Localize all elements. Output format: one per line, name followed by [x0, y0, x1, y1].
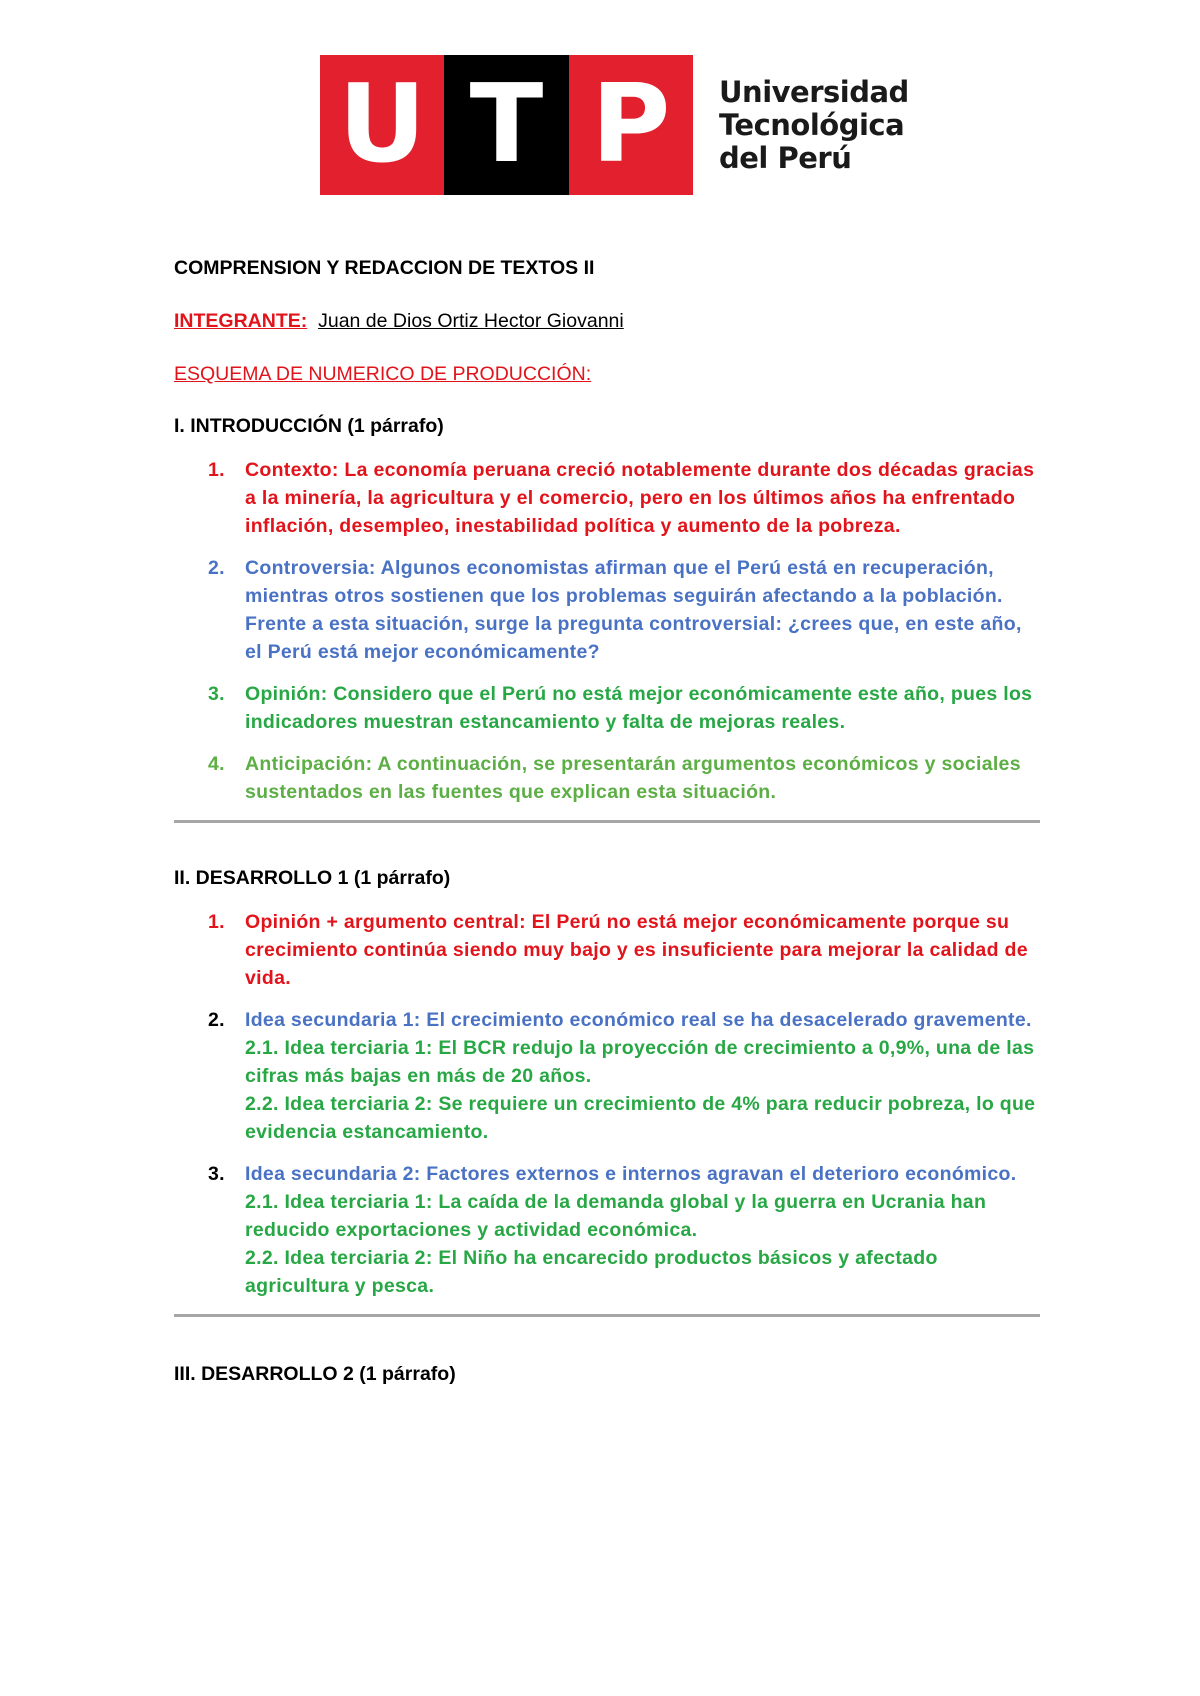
member-label: INTEGRANTE:	[174, 310, 308, 332]
list-content	[245, 1160, 1036, 1300]
list-number: 2.	[208, 1009, 225, 1031]
list-text: Opinión + argumento central: El Perú no está mejor económicamente porque su crecimiento continúa siendo muy bajo y es insuficiente para mejorar la calidad de vida.	[245, 911, 1028, 989]
section-divider	[174, 1314, 1040, 1317]
intro-list	[174, 456, 1036, 806]
schema-title: ESQUEMA DE NUMERICO DE PRODUCCIÓN:	[174, 363, 592, 385]
member-name: Juan de Dios Ortiz Hector Giovanni	[318, 310, 624, 332]
logo-mark	[320, 55, 693, 195]
course-title: COMPRENSION Y REDACCION DE TEXTOS II	[174, 257, 595, 279]
list-number: 1.	[208, 911, 225, 933]
document-body	[174, 257, 1036, 1391]
list-text: Contexto: La economía peruana creció notablemente durante dos décadas gracias a la minería, la agricultura y el comercio, pero en los últimos años ha enfrentado inflación, desempleo, inestabilidad política y aumento de la pobreza.	[245, 459, 1035, 537]
section-intro-title: I. INTRODUCCIÓN (1 párrafo)	[174, 415, 444, 437]
logo-cell-p	[569, 55, 693, 195]
sub-item: 2.2. Idea terciaria 2: Se requiere un crecimiento de 4% para reducir pobreza, lo que evidencia estancamiento.	[245, 1093, 1036, 1143]
list-item	[174, 456, 1036, 540]
list-text: Idea secundaria 1: El crecimiento económico real se ha desacelerado gravemente.	[245, 1009, 1032, 1031]
list-item	[174, 908, 1036, 992]
list-content	[245, 1006, 1036, 1146]
section-dev2-title: III. DESARROLLO 2 (1 párrafo)	[174, 1363, 456, 1385]
list-item	[174, 680, 1036, 736]
section-divider	[174, 820, 1040, 823]
logo-cell-t	[444, 55, 568, 195]
sub-item: 2.1. Idea terciaria 1: El BCR redujo la proyección de crecimiento a 0,9%, una de las cifras más bajas en más de 20 años.	[245, 1037, 1035, 1087]
utp-logo	[320, 55, 909, 195]
logo-name	[719, 76, 909, 175]
logo-letter-p: P	[591, 62, 671, 187]
list-item	[174, 1160, 1036, 1300]
sub-item: 2.2. Idea terciaria 2: El Niño ha encarecido productos básicos y afectado agricultura y pesca.	[245, 1247, 938, 1297]
list-number: 1.	[208, 459, 225, 481]
sub-item: 2.1. Idea terciaria 1: La caída de la demanda global y la guerra en Ucrania han reducido exportaciones y actividad económica.	[245, 1191, 987, 1241]
logo-name-line-2: Tecnológica	[719, 107, 905, 142]
list-number: 3.	[208, 683, 225, 705]
logo-name-line-1: Universidad	[719, 74, 909, 109]
section-dev1-title: II. DESARROLLO 1 (1 párrafo)	[174, 867, 451, 889]
list-number: 4.	[208, 753, 225, 775]
logo-letter-u: U	[338, 62, 427, 187]
list-item	[174, 554, 1036, 666]
list-text: Controversia: Algunos economistas afirman que el Perú está en recuperación, mientras otros sostienen que los problemas seguirán afectando a la población. Frente a esta situación, surge la pregunta controversial: ¿crees que, en este año, el Perú está mejor económicamente?	[245, 557, 1022, 663]
list-text: Opinión: Considero que el Perú no está mejor económicamente este año, pues los indicadores muestran estancamiento y falta de mejoras reales.	[245, 683, 1033, 733]
list-item	[174, 750, 1036, 806]
list-text: Idea secundaria 2: Factores externos e internos agravan el deterioro económico.	[245, 1163, 1017, 1185]
member-line	[174, 310, 1036, 338]
logo-name-line-3: del Perú	[719, 140, 852, 175]
dev1-list	[174, 908, 1036, 1300]
list-number: 2.	[208, 557, 225, 579]
list-text: Anticipación: A continuación, se presentarán argumentos económicos y sociales sustentados en las fuentes que explican esta situación.	[245, 753, 1021, 803]
logo-letter-t: T	[469, 62, 544, 187]
list-number: 3.	[208, 1163, 225, 1185]
logo-cell-u	[320, 55, 444, 195]
list-item	[174, 1006, 1036, 1146]
